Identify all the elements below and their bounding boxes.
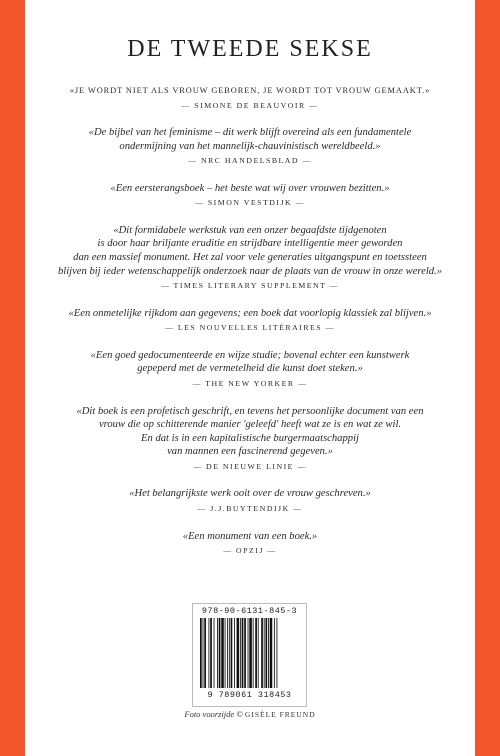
photo-credit-label: Foto voorzijde © (184, 709, 243, 719)
quote-line: «De bijbel van het feminisme – dit werk blijft overeind als een fundamentele (88, 127, 412, 139)
quote-line: «Dit formidabele werkstuk van een onzer begaafdste tijdgenoten (113, 224, 387, 236)
barcode-bar (249, 618, 252, 688)
quote-source: — NRC HANDELSBLAD — (188, 156, 312, 166)
book-title: DE TWEEDE SEKSE (127, 36, 373, 62)
barcode-bar (248, 618, 249, 688)
quote-line: «Dit boek is een profetisch geschrift, en tevens het persoonlijke document van een (76, 405, 424, 417)
quote-source: — LES NOUVELLES LITÉRAIRES — (165, 323, 335, 333)
quote-block (25, 126, 475, 166)
barcode-bar (225, 618, 226, 688)
quote-text (25, 307, 475, 321)
barcode-bar (242, 618, 244, 688)
barcode-bar (274, 618, 275, 688)
barcode-bar (264, 618, 265, 688)
quote-source: — SIMONE DE BEAUVOIR — (181, 100, 319, 110)
quote-line: ondermijning van het mannelijk-chauvinistisch wereldbeeld.» (119, 140, 381, 152)
barcode-bar (217, 618, 218, 688)
quote-text (25, 530, 475, 544)
quote-line: «JE WORDT NIET ALS VROUW GEBOREN, JE WORDT TOT VROUW GEMAAKT.» (69, 86, 431, 95)
barcode-bar (227, 618, 228, 688)
barcode-bar (203, 618, 204, 688)
quote-line: gepeperd met de vermetelheid die kunst doet steken.» (137, 363, 363, 375)
barcode-bar (237, 618, 240, 688)
back-cover (25, 0, 475, 756)
quote-line: «Een onmetelijke rijkdom aan gegevens; een boek dat voorlopig klassiek zal blijven.» (68, 307, 432, 319)
quote-text (25, 126, 475, 153)
isbn-number: 978-90-6131-845-3 (201, 606, 298, 616)
quote-line: «Een monument van een boek.» (182, 530, 318, 542)
barcode-bar (261, 618, 263, 688)
quote-block (25, 182, 475, 209)
barcode-bars (200, 618, 300, 688)
quote-source: — THE NEW YORKER — (192, 379, 308, 389)
quote-line: dan een massief monument. Het zal voor vele generaties uitgangspunt en toetssteen (73, 252, 427, 264)
barcode-bar (270, 618, 273, 688)
barcode-bar (255, 618, 257, 688)
quote-block (25, 349, 475, 389)
barcode-bar (234, 618, 235, 688)
quote-line: «Een eersterangsboek – het beste wat wij over vrouwen bezitten.» (110, 182, 390, 194)
quote-block (25, 84, 475, 111)
quote-line: vrouw die op schitterende manier 'geleefd' heeft wat ze is en wat ze wil. (98, 419, 402, 431)
quote-block (25, 224, 475, 291)
barcode-bar (204, 618, 206, 688)
barcode-bar (277, 618, 278, 688)
barcode-bar (219, 618, 221, 688)
barcode-bar (265, 618, 267, 688)
quote-line: is door haar briljante eruditie en strijdbare intelligentie meer geworden (97, 238, 403, 250)
quote-source: — TIMES LITERARY SUPPLEMENT — (160, 281, 340, 291)
quote-source: — SIMON VESTDIJK — (195, 198, 305, 208)
quote-source: — DE NIEUWE LINIE — (193, 461, 307, 471)
quote-block (25, 487, 475, 514)
quote-line: van mannen een fascinerend gegeven.» (167, 446, 333, 458)
photo-credit-name: GISÈLE FREUND (244, 710, 316, 719)
quote-line: En dat is in een kapitalistische burgermaatschappij (141, 432, 359, 444)
quote-block (25, 530, 475, 557)
barcode-bar (268, 618, 269, 688)
barcode-bar (253, 618, 254, 688)
ean-number: 9 789061 318453 (207, 690, 292, 700)
quote-text (25, 182, 475, 196)
barcode-bar (200, 618, 202, 688)
barcode-bar (214, 618, 215, 688)
barcode-bar (209, 618, 210, 688)
quote-block (25, 307, 475, 334)
quote-text (25, 487, 475, 501)
quote-line: «Het belangrijkste werk ooit over de vrouw geschreven.» (129, 488, 371, 500)
quote-line: «Een goed gedocumenteerde en wijze studie; bovenal echter een kunstwerk (90, 349, 410, 361)
quote-line: blijven bij ieder wetenschappelijk onderzoek naar de plaats van de vrouw in onze wereld.» (57, 265, 443, 277)
barcode-bar (210, 618, 212, 688)
barcode-bar (229, 618, 230, 688)
quote-text (25, 84, 475, 98)
barcode-bar (231, 618, 233, 688)
photo-credit (25, 709, 475, 719)
barcode-bar (244, 618, 246, 688)
quote-source: — J.J.BUYTENDIJK — (197, 504, 303, 513)
quote-source: — OPZIJ — (223, 546, 277, 556)
barcode-bar (221, 618, 224, 688)
barcode (192, 603, 307, 707)
quote-list (25, 84, 475, 572)
barcode-bar (240, 618, 241, 688)
quote-text (25, 224, 475, 278)
quote-block (25, 405, 475, 472)
quote-text (25, 349, 475, 376)
quote-text (25, 405, 475, 459)
barcode-bar (258, 618, 259, 688)
